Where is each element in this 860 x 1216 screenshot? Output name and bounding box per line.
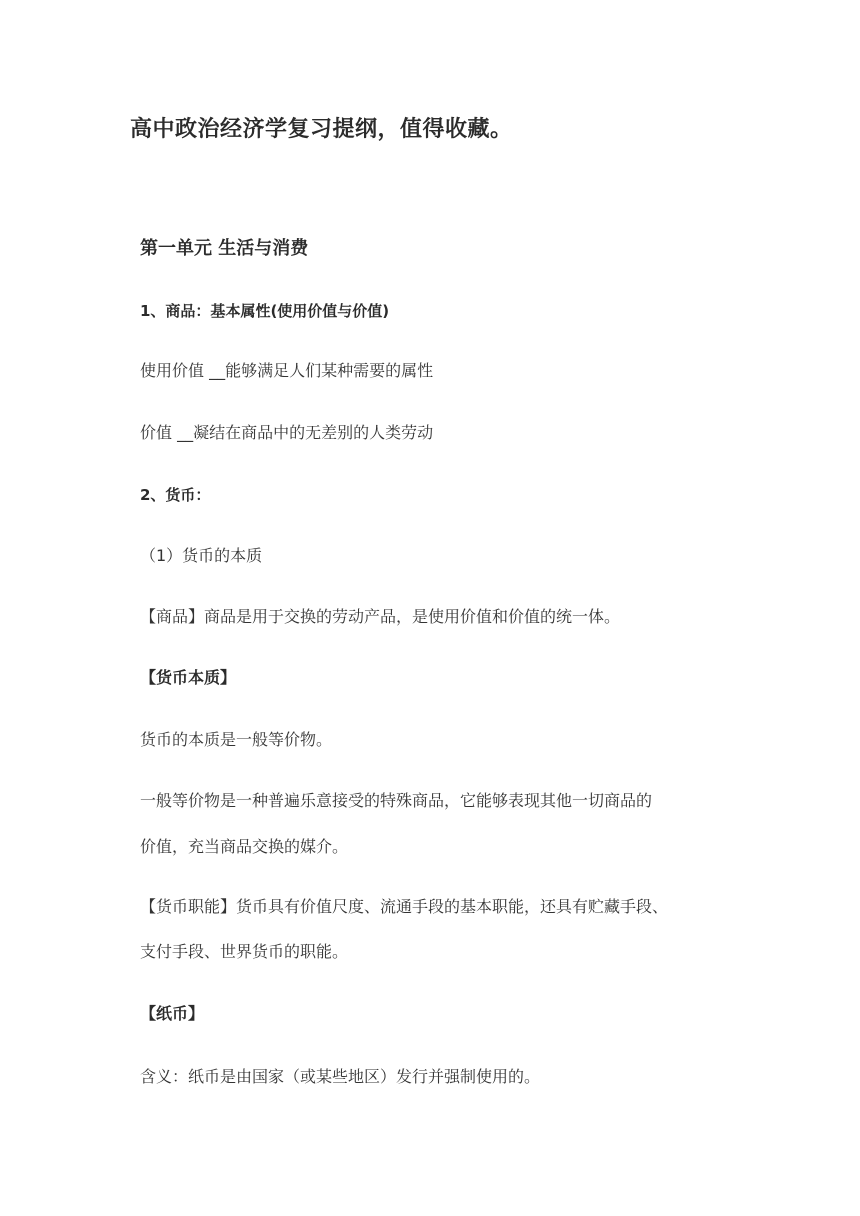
money-functions-line-1: 【货币职能】货币具有价值尺度、流通手段的基本职能，还具有贮藏手段、 bbox=[140, 897, 669, 916]
document-title: 高中政治经济学复习提纲，值得收藏。 bbox=[130, 117, 513, 142]
paper-money-definition: 含义：纸币是由国家（或某些地区）发行并强制使用的。 bbox=[140, 1067, 541, 1086]
paper-money-heading: 【纸币】 bbox=[140, 1004, 205, 1023]
section-heading-money: 2、货币： bbox=[140, 486, 211, 504]
commodity-definition: 【商品】商品是用于交换的劳动产品，是使用价值和价值的统一体。 bbox=[140, 607, 621, 626]
general-equivalent-line-2: 价值，充当商品交换的媒介。 bbox=[140, 837, 349, 856]
subsection-money-essence: （1）货币的本质 bbox=[140, 546, 263, 565]
use-value-line: 使用价值 __能够满足人们某种需要的属性 bbox=[140, 361, 434, 380]
money-functions-line-2: 支付手段、世界货币的职能。 bbox=[140, 942, 349, 961]
general-equivalent-line-1: 一般等价物是一种普遍乐意接受的特殊商品，它能够表现其他一切商品的 bbox=[140, 791, 653, 810]
section-heading-commodity: 1、商品：基本属性(使用价值与价值) bbox=[140, 302, 390, 320]
money-essence-line: 货币的本质是一般等价物。 bbox=[140, 730, 333, 749]
value-line: 价值 __凝结在商品中的无差别的人类劳动 bbox=[140, 423, 434, 442]
money-essence-heading: 【货币本质】 bbox=[140, 668, 237, 687]
unit-heading: 第一单元 生活与消费 bbox=[140, 238, 309, 259]
